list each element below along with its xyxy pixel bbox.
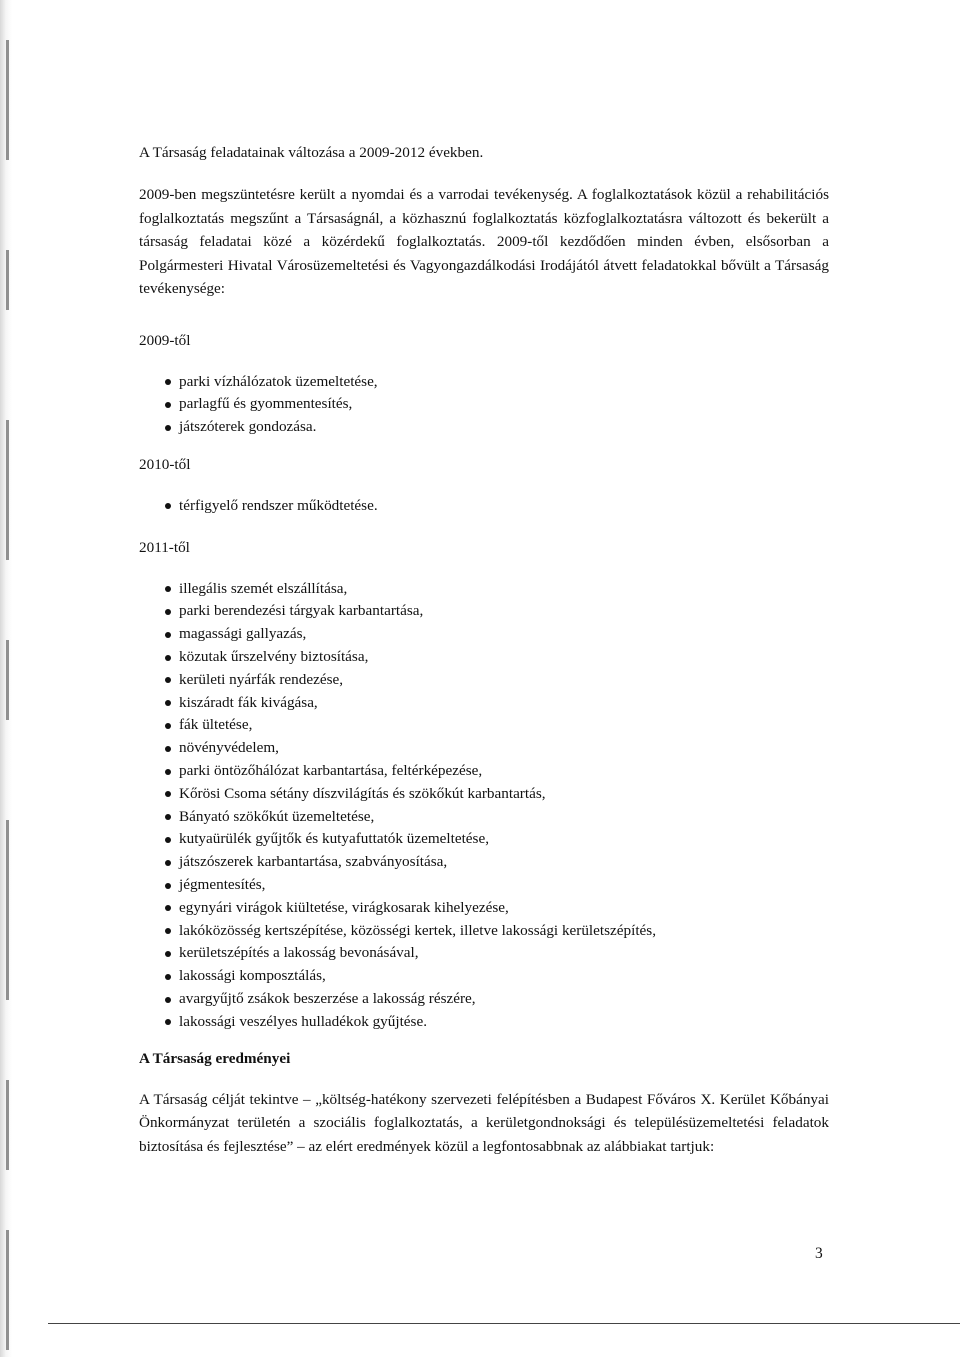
scan-margin-edge — [0, 0, 44, 1357]
page-number: 3 — [815, 1245, 823, 1262]
list-item: közutak űrszelvény biztosítása, — [165, 646, 829, 669]
results-paragraph: A Társaság célját tekintve – „költség-hatékony szervezeti felépítésben a Budapest Főváros X. Kerület Kőbányai Önkormányzat területén a szociális foglalkoztatás, a kerületgondnoksági és településüzemeltetési feladatok biztosítása és fejlesztése” – az elért eredmények közül a legfontosabbnak az alábbiakat tartjuk: — [139, 1090, 829, 1155]
list-item: kiszáradt fák kivágása, — [165, 692, 829, 715]
list-item: játszószerek karbantartása, szabványosítása, — [165, 851, 829, 874]
list-item: avargyűjtő zsákok beszerzése a lakosság részére, — [165, 988, 829, 1011]
year-label-2010: 2010-től — [139, 455, 191, 473]
list-item: térfigyelő rendszer működtetése. — [165, 495, 829, 518]
list-item: Kőrösi Csoma sétány díszvilágítás és szökőkút karbantartás, — [165, 783, 829, 806]
task-list-2010 — [139, 495, 829, 518]
task-list-2009 — [139, 371, 829, 439]
list-item: fák ültetése, — [165, 714, 829, 737]
list-item: kutyaürülék gyűjtők és kutyafuttatók üzemeltetése, — [165, 828, 829, 851]
list-item: növényvédelem, — [165, 737, 829, 760]
intro-paragraph: 2009-ben megszüntetésre került a nyomdai és a varrodai tevékenység. A foglalkoztatások közül a rehabilitációs foglalkoztatás megszűnt a Társaságnál, a közhasznú foglalkoztatás közfoglalkoztatásra változott és bekerült a társaság feladatai közé a közérdekű foglalkoztatás. 2009-től kezdődően minden évben, elsősorban a Polgármesteri Hivatal Városüzemeltetési és Vagyongazdálkodási Irodájától átvett feladatokkal bővült a Társaság tevékenysége: — [139, 186, 829, 297]
list-item: parki vízhálózatok üzemeltetése, — [165, 371, 829, 394]
document-heading: A Társaság feladatainak változása a 2009-2012 években. — [139, 144, 484, 161]
document-page — [139, 140, 829, 1158]
list-item: lakossági veszélyes hulladékok gyűjtése. — [165, 1011, 829, 1034]
list-item: lakossági komposztálás, — [165, 965, 829, 988]
list-item: egynyári virágok kiültetése, virágkosarak kihelyezése, — [165, 897, 829, 920]
list-item: jégmentesítés, — [165, 874, 829, 897]
list-item: illegális szemét elszállítása, — [165, 578, 829, 601]
footer-rule — [48, 1323, 960, 1324]
results-title: A Társaság eredményei — [139, 1049, 291, 1067]
list-item: kerületszépítés a lakosság bevonásával, — [165, 942, 829, 965]
list-item: parki öntözőhálózat karbantartása, feltérképezése, — [165, 760, 829, 783]
year-label-2011: 2011-től — [139, 538, 190, 556]
list-item: lakóközösség kertszépítése, közösségi kertek, illetve lakossági kerületszépítés, — [165, 920, 829, 943]
year-label-2009: 2009-től — [139, 331, 191, 349]
list-item: parki berendezési tárgyak karbantartása, — [165, 600, 829, 623]
list-item: magassági gallyazás, — [165, 623, 829, 646]
list-item: parlagfű és gyommentesítés, — [165, 393, 829, 416]
list-item: Bányató szökőkút üzemeltetése, — [165, 806, 829, 829]
list-item: játszóterek gondozása. — [165, 416, 829, 439]
task-list-2011 — [139, 578, 829, 1034]
list-item: kerületi nyárfák rendezése, — [165, 669, 829, 692]
